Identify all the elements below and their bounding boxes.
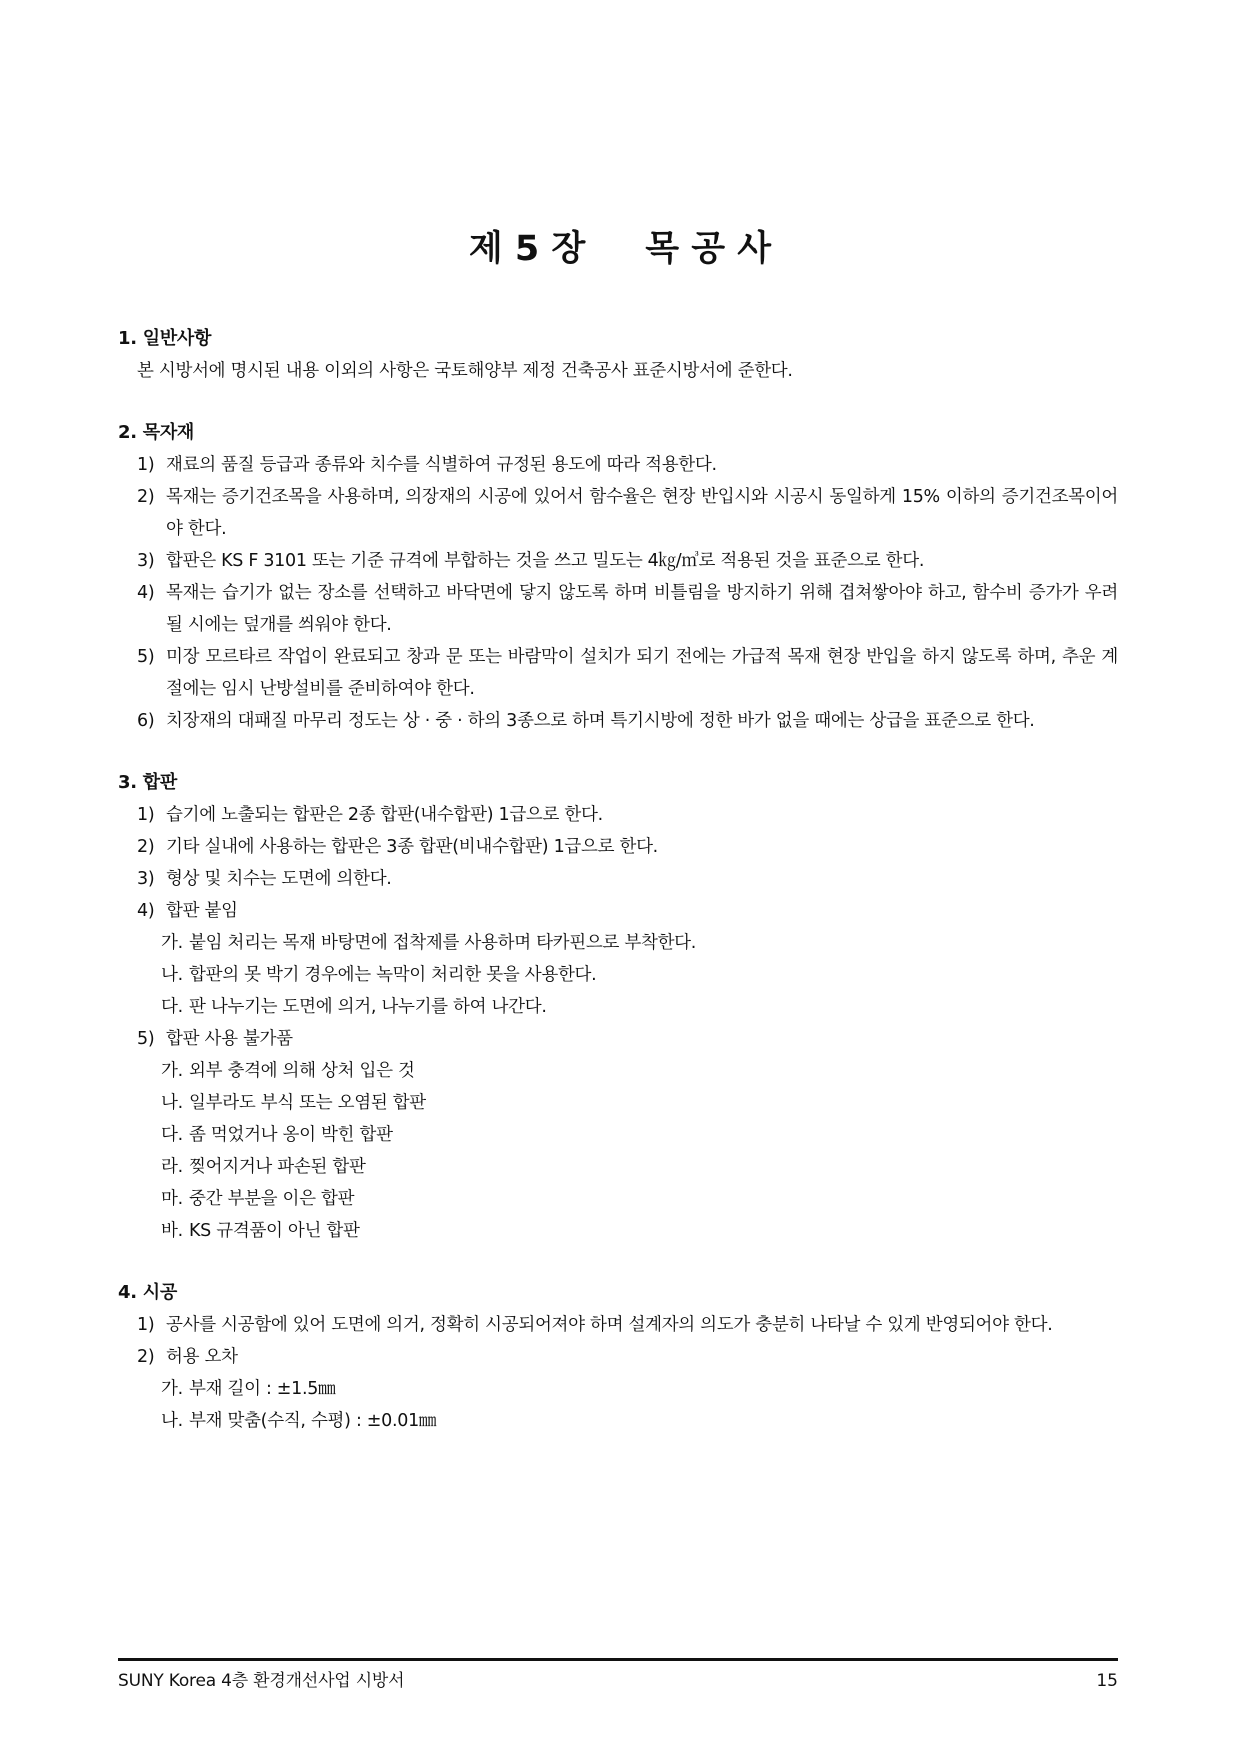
item-number: 4) xyxy=(137,583,155,603)
list-item xyxy=(118,449,1118,481)
section-heading: 3. 합판 xyxy=(118,772,177,793)
list-item xyxy=(118,799,1118,831)
sub-item-text: 일부라도 부식 또는 오염된 합판 xyxy=(189,1093,426,1113)
sub-item-marker: 마. xyxy=(161,1189,183,1209)
sub-item-marker: 바. xyxy=(161,1221,183,1241)
sub-list-item xyxy=(118,991,1118,1023)
sub-item-text: 합판의 못 박기 경우에는 녹막이 처리한 못을 사용한다. xyxy=(189,965,597,985)
sub-list-item xyxy=(118,1055,1118,1087)
item-number: 4) xyxy=(137,901,155,921)
sub-item-text: 붙임 처리는 목재 바탕면에 접착제를 사용하며 타카핀으로 부착한다. xyxy=(189,933,697,953)
chapter-number: 제 5 장 xyxy=(468,229,586,270)
section-heading: 1. 일반사항 xyxy=(118,328,212,349)
item-text: 합판 붙임 xyxy=(166,901,238,921)
list-item xyxy=(118,705,1118,737)
section xyxy=(118,1277,1118,1437)
item-text: 기타 실내에 사용하는 합판은 3종 합판(비내수합판) 1급으로 한다. xyxy=(166,837,658,857)
sub-item-marker: 가. xyxy=(161,1061,183,1081)
list-item xyxy=(118,481,1118,545)
sub-item-marker: 다. xyxy=(161,1125,183,1145)
sub-list-item xyxy=(118,1151,1118,1183)
item-text: 합판 사용 불가품 xyxy=(166,1029,293,1049)
item-number: 3) xyxy=(137,551,155,571)
section-intro: 본 시방서에 명시된 내용 이외의 사항은 국토해양부 제정 건축공사 표준시방서에 준한다. xyxy=(137,361,793,381)
item-number: 2) xyxy=(137,487,155,507)
sub-item-text: 부재 길이 : ±1.5㎜ xyxy=(189,1379,336,1399)
item-number: 2) xyxy=(137,1347,155,1367)
item-number: 6) xyxy=(137,711,155,731)
item-number: 3) xyxy=(137,869,155,889)
item-text: 목재는 증기건조목을 사용하며, 의장재의 시공에 있어서 함수율은 현장 반입시와 시공시 동일하게 15% 이하의 증기건조목이어야 한다. xyxy=(166,487,1118,539)
sub-item-marker: 가. xyxy=(161,1379,183,1399)
sub-item-text: 찢어지거나 파손된 합판 xyxy=(189,1157,366,1177)
sub-list-item xyxy=(118,1119,1118,1151)
list-item xyxy=(118,1023,1118,1055)
sub-item-text: 외부 충격에 의해 상처 입은 것 xyxy=(189,1061,415,1081)
sub-list-item xyxy=(118,1405,1118,1437)
list-item xyxy=(118,895,1118,927)
list-item xyxy=(118,1309,1118,1341)
item-text: 습기에 노출되는 합판은 2종 합판(내수합판) 1급으로 한다. xyxy=(166,805,603,825)
sub-item-text: KS 규격품이 아닌 합판 xyxy=(189,1221,360,1241)
item-text: 치장재의 대패질 마무리 정도는 상 · 중 · 하의 3종으로 하며 특기시방에 정한 바가 없을 때에는 상급을 표준으로 한다. xyxy=(166,711,1035,731)
sub-item-marker: 나. xyxy=(161,965,183,985)
section xyxy=(118,417,1118,737)
sub-list-item xyxy=(118,927,1118,959)
sub-item-text: 부재 맞춤(수직, 수평) : ±0.01㎜ xyxy=(189,1411,437,1431)
item-text: 형상 및 치수는 도면에 의한다. xyxy=(166,869,392,889)
list-item xyxy=(118,577,1118,641)
sub-list-item xyxy=(118,1373,1118,1405)
chapter-title xyxy=(0,227,1240,271)
section xyxy=(118,767,1118,1247)
item-number: 1) xyxy=(137,455,155,475)
sub-item-text: 판 나누기는 도면에 의거, 나누기를 하여 나간다. xyxy=(189,997,547,1017)
sub-item-marker: 가. xyxy=(161,933,183,953)
footer-divider xyxy=(118,1658,1118,1661)
page-number: 15 xyxy=(1096,1671,1118,1691)
item-text: 공사를 시공함에 있어 도면에 의거, 정확히 시공되어져야 하며 설계자의 의도가 충분히 나타날 수 있게 반영되어야 한다. xyxy=(166,1315,1053,1335)
sub-list-item xyxy=(118,1183,1118,1215)
list-item xyxy=(118,1341,1118,1373)
item-number: 5) xyxy=(137,647,155,667)
item-number: 1) xyxy=(137,1315,155,1335)
sub-item-marker: 라. xyxy=(161,1157,183,1177)
document-body xyxy=(118,323,1118,1467)
item-text: 합판은 KS F 3101 또는 기준 규격에 부합하는 것을 쓰고 밀도는 4㎏/㎥로 적용된 것을 표준으로 한다. xyxy=(166,551,925,571)
sub-list-item xyxy=(118,959,1118,991)
footer-document-title: SUNY Korea 4층 환경개선사업 시방서 xyxy=(118,1671,405,1691)
item-number: 5) xyxy=(137,1029,155,1049)
item-number: 1) xyxy=(137,805,155,825)
sub-item-marker: 다. xyxy=(161,997,183,1017)
section-heading: 2. 목자재 xyxy=(118,422,194,443)
list-item xyxy=(118,545,1118,577)
sub-item-marker: 나. xyxy=(161,1411,183,1431)
sub-list-item xyxy=(118,1215,1118,1247)
sub-list-item xyxy=(118,1087,1118,1119)
item-text: 허용 오차 xyxy=(166,1347,238,1367)
list-item xyxy=(118,831,1118,863)
sub-item-marker: 나. xyxy=(161,1093,183,1113)
section-heading: 4. 시공 xyxy=(118,1282,177,1303)
sub-item-text: 중간 부분을 이은 합판 xyxy=(189,1189,355,1209)
section xyxy=(118,323,1118,387)
item-number: 2) xyxy=(137,837,155,857)
item-text: 재료의 품질 등급과 종류와 치수를 식별하여 규정된 용도에 따라 적용한다. xyxy=(166,455,717,475)
item-text: 목재는 습기가 없는 장소를 선택하고 바닥면에 닿지 않도록 하며 비틀림을 방지하기 위해 겹쳐쌓아야 하고, 함수비 증가가 우려될 시에는 덮개를 씌워야 한다. xyxy=(166,583,1118,635)
sub-item-text: 좀 먹었거나 옹이 박힌 합판 xyxy=(189,1125,393,1145)
list-item xyxy=(118,641,1118,705)
chapter-name: 목 공 사 xyxy=(645,229,772,270)
list-item xyxy=(118,863,1118,895)
item-text: 미장 모르타르 작업이 완료되고 창과 문 또는 바람막이 설치가 되기 전에는 가급적 목재 현장 반입을 하지 않도록 하며, 추운 계절에는 임시 난방설비를 준비하여야 한다. xyxy=(166,647,1118,699)
